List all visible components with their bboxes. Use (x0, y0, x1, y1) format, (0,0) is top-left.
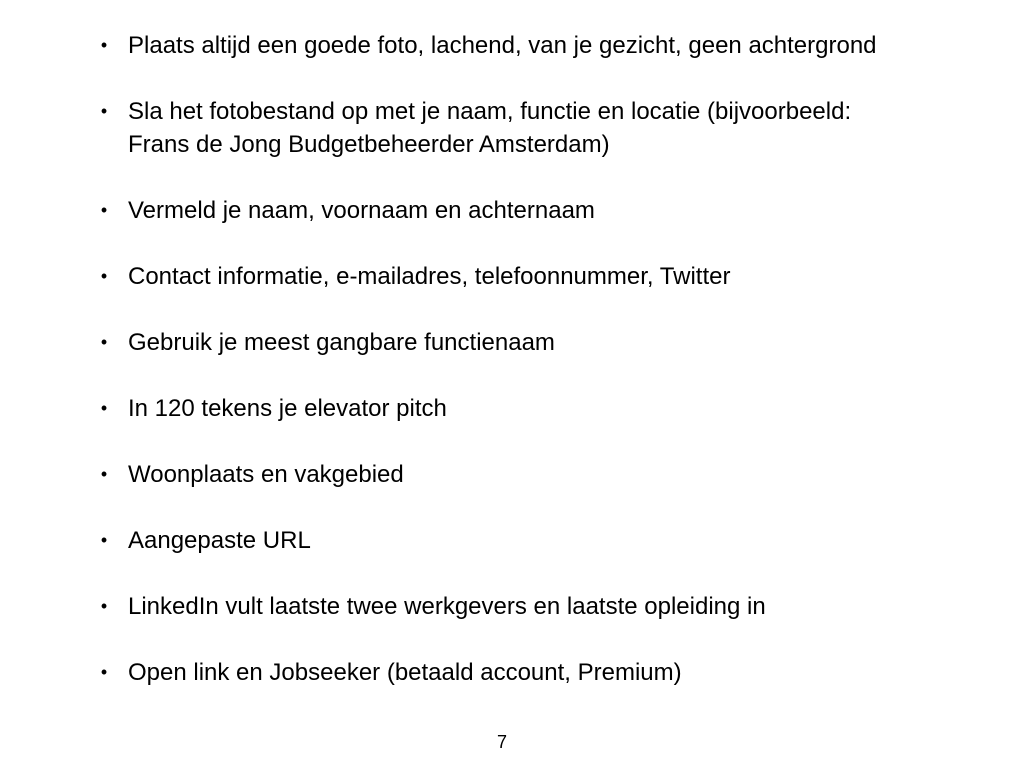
bullet-dot-icon: • (100, 35, 108, 55)
bullet-dot-icon: • (100, 200, 108, 220)
bullet-dot-icon: • (100, 662, 108, 682)
bullet-text: Open link en Jobseeker (betaald account, Premium) (128, 659, 682, 686)
bullet-item (96, 260, 896, 293)
bullet-text: Gebruik je meest gangbare functienaam (128, 329, 555, 356)
bullet-item (96, 194, 896, 227)
bullet-dot-icon: • (100, 596, 108, 616)
bullet-text: LinkedIn vult laatste twee werkgevers en laatste opleiding in (128, 593, 766, 620)
bullet-item (96, 95, 896, 161)
bullet-item (96, 458, 896, 491)
bullet-dot-icon: • (100, 266, 108, 286)
bullet-item (96, 392, 896, 425)
bullet-text: In 120 tekens je elevator pitch (128, 395, 447, 422)
bullet-item (96, 524, 896, 557)
page-number: 7 (496, 732, 507, 752)
bullet-text: Plaats altijd een goede foto, lachend, van je gezicht, geen achtergrond (128, 32, 877, 59)
bullet-item (96, 29, 896, 62)
bullet-text: Contact informatie, e-mailadres, telefoonnummer, Twitter (128, 263, 731, 290)
bullet-text: Woonplaats en vakgebied (128, 461, 404, 488)
bullet-dot-icon: • (100, 398, 108, 418)
bullet-item (96, 326, 896, 359)
bullet-text: Aangepaste URL (128, 527, 311, 554)
bullet-dot-icon: • (100, 332, 108, 352)
bullet-dot-icon: • (100, 530, 108, 550)
bullet-dot-icon: • (100, 101, 108, 121)
bullet-dot-icon: • (100, 464, 108, 484)
bullet-text: Sla het fotobestand op met je naam, functie en locatie (bijvoorbeeld: Frans de Jong Budgetbeheerder Amsterdam) (128, 98, 852, 158)
bullet-item (96, 590, 896, 623)
bullet-text: Vermeld je naam, voornaam en achternaam (128, 197, 595, 224)
bullet-list (96, 29, 896, 689)
bullet-item (96, 656, 896, 689)
